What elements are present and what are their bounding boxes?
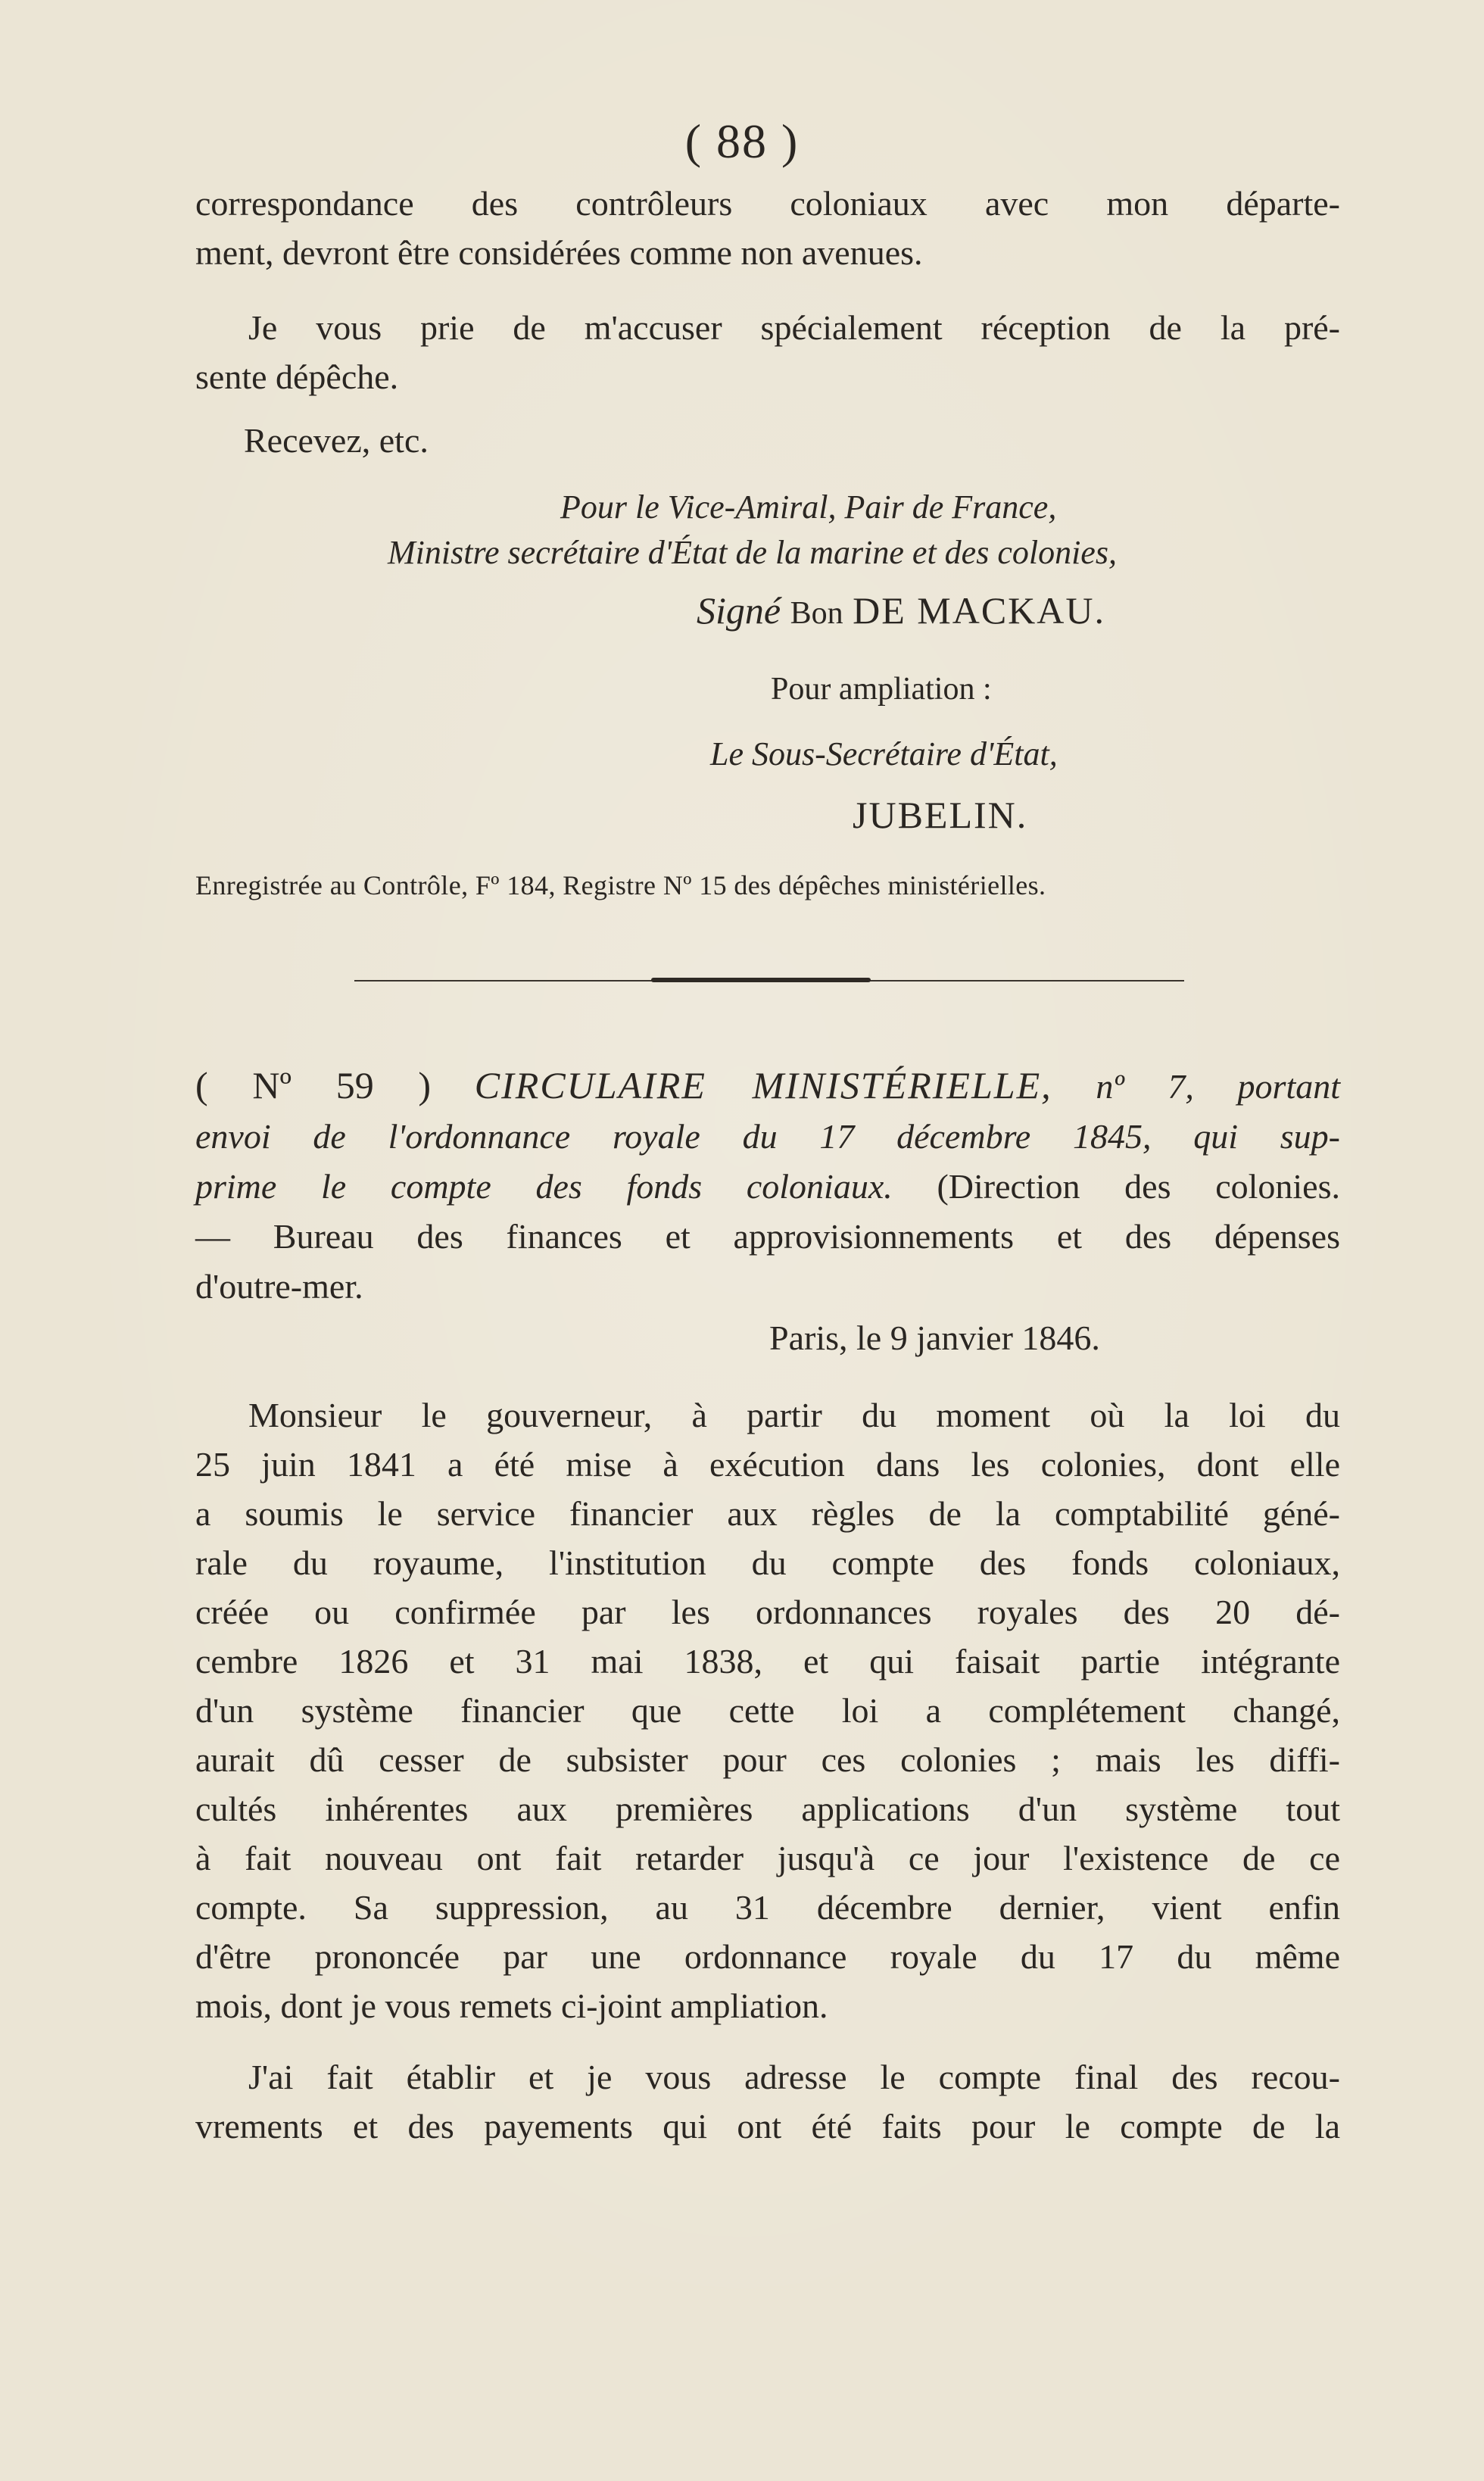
- page-number: ( 88 ): [684, 114, 800, 168]
- circular-heading: [195, 1060, 1340, 1312]
- body-paragraph-2: [195, 2052, 1340, 2151]
- text-line: d'être prononcée par une ordonnance royale du 17 du même: [195, 1937, 1340, 1976]
- text-line: aurait dû cesser de subsister pour ces colonies ; mais les diffi-: [195, 1740, 1340, 1779]
- text-line: vrements et des payements qui ont été faits pour le compte de la: [195, 2107, 1340, 2146]
- signed-prefix: Signé: [697, 589, 781, 632]
- heading-line-4: — Bureau des finances et approvisionnements et des dépenses: [195, 1217, 1340, 1256]
- text-line: J'ai fait établir et je vous adresse le compte final des recou-: [248, 2058, 1340, 2096]
- text-line: correspondance des contrôleurs coloniaux avec mon départe-: [195, 184, 1340, 223]
- registry-note: Enregistrée au Contrôle, Fº 184, Registre Nº 15 des dépêches ministérielles.: [195, 870, 1046, 900]
- circular-number: ( Nº 59 ): [195, 1064, 432, 1106]
- signed-title: Bon: [790, 596, 843, 631]
- heading-line-3: [195, 1162, 1340, 1212]
- text-line: Monsieur le gouverneur, à partir du moment où la loi du: [248, 1396, 1340, 1434]
- signature-line-1: Pour le Vice-Amiral, Pair de France,: [560, 488, 1057, 526]
- closing-formula: Recevez, etc.: [244, 421, 429, 460]
- signature-line-2: Ministre secrétaire d'État de la marine et des colonies,: [388, 534, 1117, 571]
- text-line: à fait nouveau ont fait retarder jusqu'à ce jour l'existence de ce: [195, 1839, 1340, 1877]
- section-divider-accent: [651, 978, 871, 982]
- heading-line-1: [195, 1060, 1340, 1112]
- text-line: a soumis le service financier aux règles de la comptabilité géné-: [195, 1494, 1340, 1533]
- body-paragraph-1: [195, 1390, 1340, 2030]
- heading-line-3-direction: (Direction des colonies.: [937, 1167, 1340, 1206]
- text-line: Je vous prie de m'accuser spécialement réception de la pré-: [248, 308, 1340, 347]
- heading-line-3-italic: prime le compte des fonds coloniaux.: [195, 1167, 893, 1206]
- subsecretary-name: JUBELIN.: [853, 794, 1028, 836]
- ampliation-line: Pour ampliation :: [771, 672, 992, 707]
- text-line: compte. Sa suppression, au 31 décembre dernier, vient enfin: [195, 1888, 1340, 1927]
- request-paragraph: [195, 303, 1340, 401]
- subsecretary-line: Le Sous-Secrétaire d'État,: [710, 735, 1058, 772]
- text-line: cembre 1826 et 31 mai 1838, et qui faisait partie intégrante: [195, 1642, 1340, 1681]
- circular-subnumber: nº 7,: [1096, 1067, 1194, 1106]
- continuation-paragraph: [195, 179, 1340, 277]
- text-line: 25 juin 1841 a été mise à exécution dans les colonies, dont elle: [195, 1445, 1340, 1484]
- text-line: ment, devront être considérées comme non avenues.: [195, 233, 923, 272]
- text-line: mois, dont je vous remets ci-joint ampliation.: [195, 1986, 828, 2025]
- text-line: cultés inhérentes aux premières applications d'un système tout: [195, 1790, 1340, 1828]
- circular-title: CIRCULAIRE MINISTÉRIELLE,: [474, 1064, 1052, 1106]
- text-line: sente dépêche.: [195, 357, 399, 396]
- signature-signed: [697, 588, 1105, 636]
- signed-name: DE MACKAU.: [853, 589, 1106, 632]
- text-line: rale du royaume, l'institution du compte des fonds coloniaux,: [195, 1543, 1340, 1582]
- text-line: créée ou confirmée par les ordonnances royales des 20 dé-: [195, 1593, 1340, 1631]
- dateline: Paris, le 9 janvier 1846.: [769, 1319, 1100, 1357]
- heading-line-5: d'outre-mer.: [195, 1267, 363, 1306]
- heading-line-2: envoi de l'ordonnance royale du 17 décembre 1845, qui sup-: [195, 1117, 1340, 1156]
- heading-portant: portant: [1237, 1067, 1341, 1106]
- text-line: d'un système financier que cette loi a complétement changé,: [195, 1691, 1340, 1730]
